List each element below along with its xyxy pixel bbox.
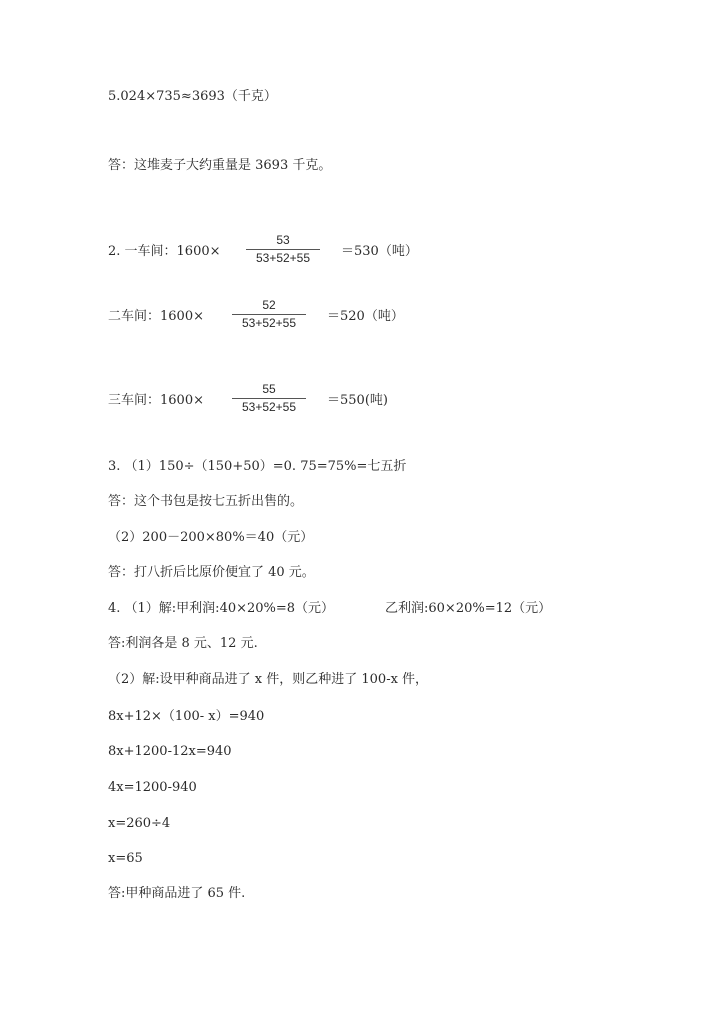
q2-row-3-lead: 三车间：1600× bbox=[108, 393, 204, 408]
q2-row-2-fraction bbox=[224, 298, 314, 331]
q2-row-2-result: ＝520（吨） bbox=[327, 309, 404, 324]
q4-part2: （2）解:设甲种商品进了 x 件，则乙种进了 100-x 件， bbox=[108, 672, 429, 687]
fraction-numerator: 52 bbox=[262, 298, 276, 312]
q1-answer: 答：这堆麦子大约重量是 3693 千克。 bbox=[108, 158, 332, 173]
q4-part1-a: 4. （1）解:甲利润:40×20%=8（元） bbox=[108, 601, 335, 616]
fraction-denominator: 53+52+55 bbox=[241, 316, 297, 330]
q4-step-2: 8x+1200-12x=940 bbox=[108, 744, 232, 759]
q4-step-5: x=65 bbox=[108, 851, 143, 866]
fraction-bar bbox=[246, 249, 320, 250]
q4-answer2: 答:甲种商品进了 65 件. bbox=[108, 886, 246, 901]
q2-row-3-result: ＝550(吨) bbox=[327, 393, 388, 408]
fraction-numerator: 55 bbox=[262, 382, 276, 396]
q4-part1-b: 乙利润:60×20%=12（元） bbox=[385, 601, 552, 616]
q4-step-1: 8x+12×（100- x）=940 bbox=[108, 709, 265, 724]
q1-calculation: 5.024×735≈3693（千克） bbox=[108, 89, 277, 104]
q2-row-workshop-2 bbox=[108, 298, 528, 338]
fraction-bar bbox=[232, 398, 306, 399]
fraction-denominator: 53+52+55 bbox=[255, 251, 311, 265]
q4-step-3: 4x=1200-940 bbox=[108, 780, 197, 795]
fraction-denominator: 53+52+55 bbox=[241, 400, 297, 414]
q3-part1: 3. （1）150÷（150+50）=0. 75=75%=七五折 bbox=[108, 459, 407, 474]
q4-answer1: 答:利润各是 8 元、12 元. bbox=[108, 636, 258, 651]
fraction-bar bbox=[232, 314, 306, 315]
q3-answer1: 答：这个书包是按七五折出售的。 bbox=[108, 494, 304, 509]
q2-row-1-result: ＝530（吨） bbox=[341, 244, 418, 259]
q2-row-1-fraction bbox=[238, 233, 328, 266]
q4-step-4: x=260÷4 bbox=[108, 816, 171, 831]
q2-row-1-lead: 2. 一车间：1600× bbox=[108, 244, 221, 259]
q3-part2: （2）200－200×80%＝40（元） bbox=[108, 530, 314, 545]
q2-row-3-fraction bbox=[224, 382, 314, 415]
q2-row-workshop-3 bbox=[108, 382, 528, 422]
fraction-numerator: 53 bbox=[276, 233, 290, 247]
q3-answer2: 答：打八折后比原价便宜了 40 元。 bbox=[108, 565, 315, 580]
q2-row-workshop-1 bbox=[108, 233, 528, 273]
q2-row-2-lead: 二车间：1600× bbox=[108, 309, 204, 324]
